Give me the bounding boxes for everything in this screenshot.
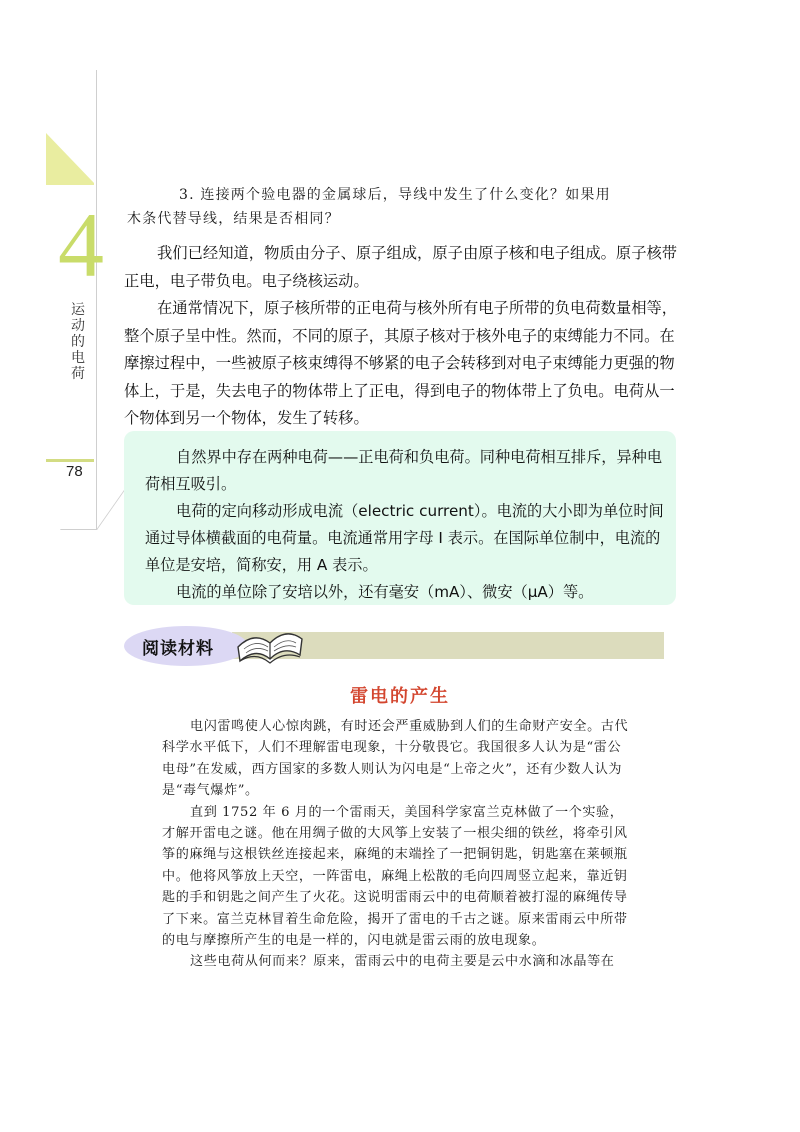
- page-number: 78: [66, 463, 83, 480]
- article-paragraph: 电闪雷鸣使人心惊肉跳，有时还会严重威胁到人们的生命财产安全。古代科学水平低下，人们不理解雷电现象，十分敬畏它。我国很多人认为是“雷公电母”在发威，西方国家的多数人则认为闪电是“上帝之火”，还有少数人认为是“毒气爆炸”。: [162, 719, 629, 799]
- chapter-number: 4: [58, 194, 104, 296]
- page-margin-line: [96, 70, 97, 530]
- article-text: [162, 716, 632, 973]
- summary-paragraph: 电流的单位除了安培以外，还有毫安（mA）、微安（μA）等。: [176, 583, 594, 601]
- open-book-icon: [234, 617, 306, 667]
- summary-paragraph: 自然界中存在两种电荷——正电荷和负电荷。同种电荷相互排斥，异种电荷相互吸引。: [145, 448, 662, 493]
- chapter-corner-decoration: [46, 133, 94, 183]
- question-line: 木条代替导线，结果是否相同？: [127, 211, 340, 227]
- chapter-corner-band: [46, 183, 94, 185]
- question-line: 3. 连接两个验电器的金属球后，导线中发生了什么变化？如果用: [179, 187, 611, 203]
- body-text: [124, 240, 684, 433]
- chapter-title: 运动的电荷: [71, 302, 85, 382]
- reading-label: 阅读材料: [142, 639, 214, 659]
- question-block: [127, 183, 667, 231]
- article-paragraph: 这些电荷从何而来？原来，雷雨云中的电荷主要是云中水滴和冰晶等在: [190, 954, 615, 970]
- article-title: 雷电的产生: [350, 686, 450, 707]
- body-paragraph: 在通常情况下，原子核所带的正电荷与核外所有电子所带的负电荷数量相等，整个原子呈中性。然而，不同的原子，其原子核对于核外电子的束缚能力不同。在摩擦过程中，一些被原子核束缚得不够紧的电子会转移到对电子束缚能力更强的物体上，于是，失去电子的物体带上了正电，得到电子的物体带上了负电。电荷从一个物体到另一个物体，发生了转移。: [124, 299, 678, 427]
- body-paragraph: 我们已经知道，物质由分子、原子组成，原子由原子核和电子组成。原子核带正电，电子带负电。电子绕核运动。: [124, 244, 678, 290]
- article-paragraph: 直到 1752 年 6 月的一个雷雨天，美国科学家富兰克林做了一个实验，才解开雷电之谜。他在用绸子做的大风筝上安装了一根尖细的铁丝，将牵引风筝的麻绳与这根铁丝连接起来，麻绳的末端拴了一把铜钥匙，钥匙塞在莱顿瓶中。他将风筝放上天空，一阵雷电，麻绳上松散的毛向四周竖立起来，靠近钥匙的手和钥匙之间产生了火花。这说明雷雨云中的电荷顺着被打湿的麻绳传导了下来。富兰克林冒着生命危险，揭开了雷电的千古之谜。原来雷雨云中所带的电与摩擦所产生的电是一样的，闪电就是雷云雨的放电现象。: [162, 804, 628, 949]
- page-fold-decoration: [60, 485, 129, 530]
- summary-paragraph: 电荷的定向移动形成电流（electric current）。电流的大小即为单位时间通过导体横截面的电荷量。电流通常用字母 I 表示。在国际单位制中，电流的单位是安培，简称安，用 A 表示。: [145, 502, 664, 574]
- summary-text: [145, 444, 665, 606]
